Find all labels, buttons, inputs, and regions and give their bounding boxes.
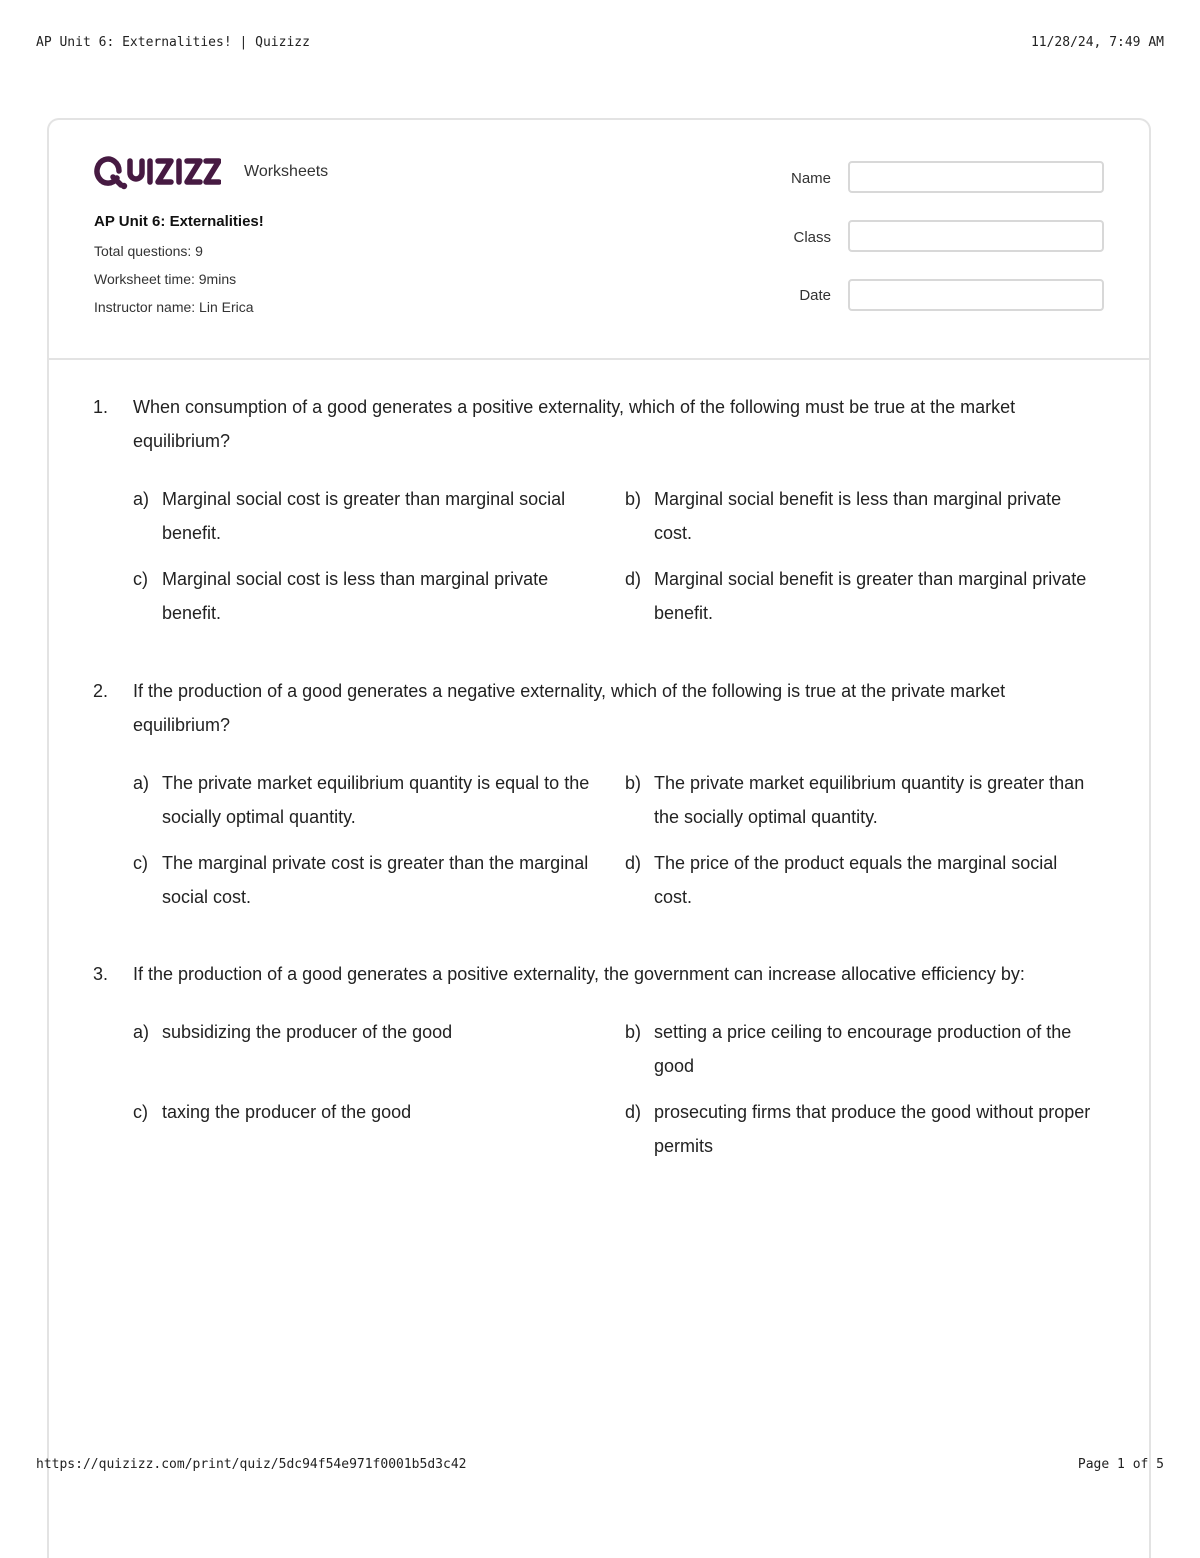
option-c [133, 1095, 603, 1129]
question-text: If the production of a good generates a positive externality, the government can increase allocative efficiency by: [133, 964, 1025, 984]
option-text: Marginal social benefit is greater than marginal private benefit. [654, 569, 1087, 623]
worksheet-time: Worksheet time: 9mins [94, 271, 237, 287]
option-letter: b) [625, 773, 642, 793]
option-d [625, 562, 1095, 630]
total-questions: Total questions: 9 [94, 243, 203, 259]
option-c [133, 562, 603, 630]
option-a [133, 1015, 603, 1049]
option-letter: d) [625, 853, 642, 873]
worksheet-title: AP Unit 6: Externalities! [94, 213, 264, 230]
question-text: If the production of a good generates a negative externality, which of the following is true at the private market equilibrium? [133, 681, 1006, 735]
option-text: The price of the product equals the marginal social cost. [654, 853, 1058, 907]
date-label: Date [799, 287, 831, 304]
print-datetime: 11/28/24, 7:49 AM [1030, 35, 1164, 50]
option-text: prosecuting firms that produce the good without proper permits [654, 1102, 1091, 1156]
option-text: subsidizing the producer of the good [162, 1022, 453, 1042]
print-url[interactable]: https://quizizz.com/print/quiz/5dc94f54e971f0001b5d3c42 [36, 1457, 467, 1472]
option-letter: b) [625, 489, 642, 509]
worksheet-header [49, 120, 1149, 360]
question-number: 2. [93, 681, 109, 701]
print-footer [36, 1457, 1164, 1472]
option-letter: c) [133, 1102, 148, 1122]
option-c [133, 846, 603, 914]
question-text: When consumption of a good generates a positive externality, which of the following must be true at the market equilibrium? [133, 397, 1016, 451]
option-letter: a) [133, 773, 150, 793]
option-letter: a) [133, 489, 150, 509]
option-letter: a) [133, 1022, 150, 1042]
option-d [625, 846, 1095, 914]
option-d [625, 1095, 1095, 1163]
option-text: The marginal private cost is greater than the marginal social cost. [162, 853, 589, 907]
quizizz-logo [93, 150, 221, 194]
option-letter: c) [133, 569, 148, 589]
print-title: AP Unit 6: Externalities! | Quizizz [36, 35, 310, 50]
page-number: Page 1 of 5 [1077, 1457, 1164, 1472]
class-field[interactable] [848, 220, 1104, 252]
quizizz-logo-mark [93, 152, 221, 192]
name-field[interactable] [848, 161, 1104, 193]
question-number: 1. [93, 397, 109, 417]
option-b [625, 1015, 1095, 1083]
option-letter: d) [625, 1102, 642, 1122]
name-label: Name [790, 170, 831, 187]
option-text: Marginal social benefit is less than marginal private cost. [654, 489, 1062, 543]
print-header [36, 35, 1164, 50]
option-letter: b) [625, 1022, 642, 1042]
class-label: Class [793, 229, 831, 246]
option-text: Marginal social cost is less than marginal private benefit. [162, 569, 549, 623]
option-text: The private market equilibrium quantity is greater than the socially optimal quantity. [654, 773, 1085, 827]
date-field[interactable] [848, 279, 1104, 311]
option-b [625, 766, 1095, 834]
option-b [625, 482, 1095, 550]
option-letter: c) [133, 853, 148, 873]
option-a [133, 766, 603, 834]
worksheet-card [47, 118, 1151, 1558]
instructor-name: Instructor name: Lin Erica [94, 299, 254, 315]
option-text: Marginal social cost is greater than marginal social benefit. [162, 489, 566, 543]
question-number: 3. [93, 964, 109, 984]
option-letter: d) [625, 569, 642, 589]
option-text: setting a price ceiling to encourage production of the good [654, 1022, 1072, 1076]
option-a [133, 482, 603, 550]
option-text: The private market equilibrium quantity is equal to the socially optimal quantity. [162, 773, 590, 827]
option-text: taxing the producer of the good [162, 1102, 412, 1122]
worksheets-tag: Worksheets [244, 163, 329, 180]
